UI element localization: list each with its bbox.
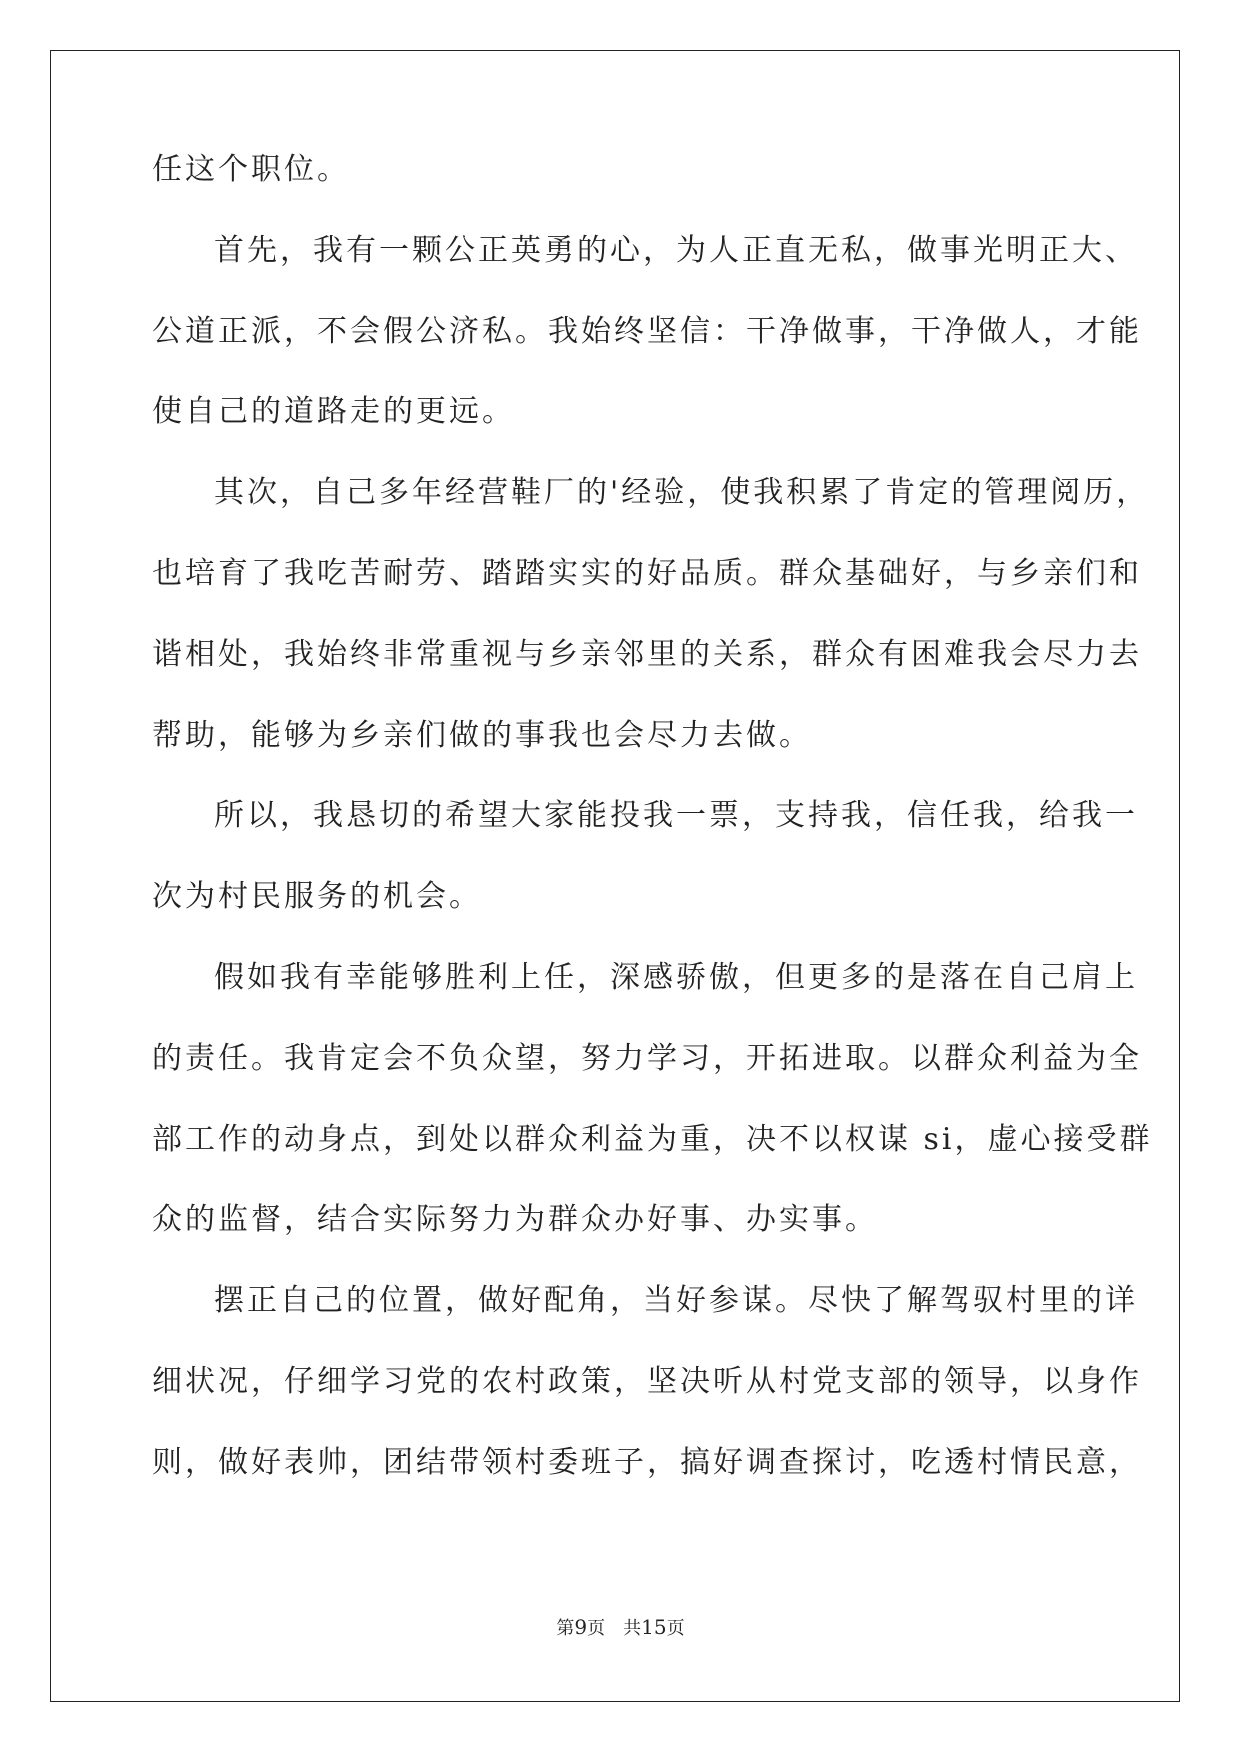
total-unit: 页 <box>666 1618 685 1639</box>
text-line: 假如我有幸能够胜利上任，深感骄傲，但更多的是落在自己肩上 <box>214 959 1138 995</box>
text-line: 其次，自己多年经营鞋厂的'经验，使我积累了肯定的管理阅历， <box>214 475 1150 511</box>
total-prefix: 共 <box>623 1618 642 1639</box>
text-line: 次为村民服务的机会。 <box>152 879 482 915</box>
text-line: 首先，我有一颗公正英勇的心，为人正直无私，做事光明正大、 <box>214 232 1138 268</box>
text-line: 也培育了我吃苦耐劳、踏踏实实的好品质。群众基础好，与乡亲们和 <box>152 555 1142 591</box>
text-line: 摆正自己的位置，做好配角，当好参谋。尽快了解驾驭村里的详 <box>214 1283 1138 1319</box>
text-line: 众的监督，结合实际努力为群众办好事、办实事。 <box>152 1202 878 1238</box>
page-footer <box>0 1614 1241 1640</box>
page-total: 15 <box>641 1615 667 1639</box>
text-line: 任这个职位。 <box>152 152 350 187</box>
page-prefix: 第 <box>556 1618 575 1639</box>
page-unit: 页 <box>587 1618 606 1639</box>
text-line: 的责任。我肯定会不负众望，努力学习，开拓进取。以群众利益为全 <box>152 1040 1142 1076</box>
page-current: 9 <box>574 1615 588 1639</box>
text-line: 细状况，仔细学习党的农村政策，坚决听从村党支部的领导，以身作 <box>152 1363 1142 1399</box>
text-line: 则，做好表帅，团结带领村委班子，搞好调查探讨，吃透村情民意， <box>152 1444 1142 1480</box>
text-line: 帮助，能够为乡亲们做的事我也会尽力去做。 <box>152 717 812 753</box>
text-line: 使自己的道路走的更远。 <box>152 394 515 430</box>
text-line: 部工作的动身点，到处以群众利益为重，决不以权谋 si，虚心接受群 <box>152 1121 1153 1157</box>
document-body <box>152 150 1153 1524</box>
text-line: 谐相处，我始终非常重视与乡亲邻里的关系，群众有困难我会尽力去 <box>152 636 1142 672</box>
text-line: 公道正派，不会假公济私。我始终坚信：干净做事，干净做人，才能 <box>152 313 1142 349</box>
text-line: 所以，我恳切的希望大家能投我一票，支持我，信任我，给我一 <box>214 798 1138 834</box>
